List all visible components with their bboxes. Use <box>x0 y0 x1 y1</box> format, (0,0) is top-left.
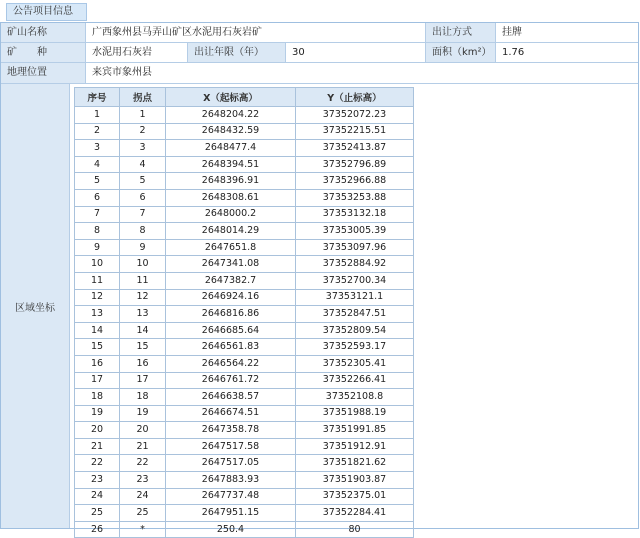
cell-x: 2648396.91 <box>166 173 296 190</box>
mine-name-value: 广西象州县马弄山矿区水泥用石灰岩矿 <box>86 23 426 43</box>
cell-x: 2647651.8 <box>166 239 296 256</box>
cell-index: 14 <box>75 322 120 339</box>
cell-x: 2648477.4 <box>166 140 296 157</box>
table-row <box>75 289 414 306</box>
header-y: Y（止标高） <box>296 88 414 107</box>
table-row <box>75 455 414 472</box>
table-row <box>75 438 414 455</box>
table-header-row <box>75 88 414 107</box>
coordinates-table-body <box>75 107 414 538</box>
cell-index: 23 <box>75 472 120 489</box>
cell-y: 37352884.92 <box>296 256 414 273</box>
table-row <box>75 107 414 124</box>
table-row <box>75 389 414 406</box>
cell-corner-point: 23 <box>120 472 166 489</box>
cell-x: 2646685.64 <box>166 322 296 339</box>
cell-corner-point: 9 <box>120 239 166 256</box>
cell-x: 2648394.51 <box>166 156 296 173</box>
cell-x: 2647883.93 <box>166 472 296 489</box>
cell-corner-point: 11 <box>120 272 166 289</box>
cell-corner-point: 3 <box>120 140 166 157</box>
mineral-type-value: 水泥用石灰岩 <box>86 43 188 63</box>
cell-y: 37352215.51 <box>296 123 414 140</box>
cell-corner-point: 8 <box>120 223 166 240</box>
cell-y: 37353005.39 <box>296 223 414 240</box>
cell-y: 37352266.41 <box>296 372 414 389</box>
cell-x: 2646674.51 <box>166 405 296 422</box>
cell-y: 37351991.85 <box>296 422 414 439</box>
cell-index: 4 <box>75 156 120 173</box>
cell-x: 2646924.16 <box>166 289 296 306</box>
cell-x: 2646564.22 <box>166 355 296 372</box>
mineral-type-label: 矿 种 <box>1 43 86 63</box>
cell-y: 37352593.17 <box>296 339 414 356</box>
cell-y: 37352375.01 <box>296 488 414 505</box>
table-row <box>75 505 414 522</box>
table-row <box>75 173 414 190</box>
cell-index: 8 <box>75 223 120 240</box>
cell-x: 2647737.48 <box>166 488 296 505</box>
cell-corner-point: 21 <box>120 438 166 455</box>
area-label: 面积（km²） <box>426 43 496 63</box>
table-row <box>75 239 414 256</box>
cell-x: 2648432.59 <box>166 123 296 140</box>
cell-index: 1 <box>75 107 120 124</box>
cell-corner-point: 7 <box>120 206 166 223</box>
cell-index: 26 <box>75 521 120 538</box>
table-row <box>75 339 414 356</box>
cell-y: 37352108.8 <box>296 389 414 406</box>
tab-announcement-info[interactable]: 公告项目信息 <box>6 3 87 21</box>
table-row <box>75 306 414 323</box>
table-row <box>75 223 414 240</box>
table-row <box>75 322 414 339</box>
location-label: 地理位置 <box>1 63 86 84</box>
cell-index: 22 <box>75 455 120 472</box>
area-coordinates-label: 区域坐标 <box>1 84 70 528</box>
cell-x: 2647951.15 <box>166 505 296 522</box>
cell-corner-point: 16 <box>120 355 166 372</box>
project-info-panel <box>0 22 639 535</box>
cell-index: 21 <box>75 438 120 455</box>
cell-index: 13 <box>75 306 120 323</box>
mine-name-label: 矿山名称 <box>1 23 86 43</box>
cell-index: 15 <box>75 339 120 356</box>
cell-corner-point: 14 <box>120 322 166 339</box>
coordinates-table <box>74 87 414 538</box>
header-corner-point: 拐点 <box>120 88 166 107</box>
cell-corner-point: 18 <box>120 389 166 406</box>
cell-y: 37352305.41 <box>296 355 414 372</box>
cell-x: 250.4 <box>166 521 296 538</box>
cell-corner-point: 22 <box>120 455 166 472</box>
cell-x: 2647341.08 <box>166 256 296 273</box>
cell-x: 2646816.86 <box>166 306 296 323</box>
cell-index: 5 <box>75 173 120 190</box>
cell-x: 2646761.72 <box>166 372 296 389</box>
cell-y: 37352796.89 <box>296 156 414 173</box>
cell-y: 37352809.54 <box>296 322 414 339</box>
cell-y: 37353253.88 <box>296 189 414 206</box>
table-row <box>75 422 414 439</box>
table-row <box>75 405 414 422</box>
area-value: 1.76 <box>496 43 638 63</box>
cell-y: 37351903.87 <box>296 472 414 489</box>
cell-index: 10 <box>75 256 120 273</box>
cell-x: 2648000.2 <box>166 206 296 223</box>
cell-y: 37353121.1 <box>296 289 414 306</box>
transfer-years-value: 30 <box>286 43 426 63</box>
cell-y: 37352966.88 <box>296 173 414 190</box>
cell-corner-point: 2 <box>120 123 166 140</box>
cell-x: 2647382.7 <box>166 272 296 289</box>
cell-index: 19 <box>75 405 120 422</box>
cell-corner-point: 19 <box>120 405 166 422</box>
cell-x: 2648308.61 <box>166 189 296 206</box>
cell-index: 7 <box>75 206 120 223</box>
transfer-years-label: 出让年限（年） <box>188 43 286 63</box>
cell-index: 2 <box>75 123 120 140</box>
cell-y: 37352413.87 <box>296 140 414 157</box>
cell-index: 25 <box>75 505 120 522</box>
cell-corner-point: 10 <box>120 256 166 273</box>
cell-index: 16 <box>75 355 120 372</box>
cell-x: 2647517.58 <box>166 438 296 455</box>
cell-index: 17 <box>75 372 120 389</box>
table-row <box>75 140 414 157</box>
cell-corner-point: 17 <box>120 372 166 389</box>
cell-x: 2647358.78 <box>166 422 296 439</box>
header-index: 序号 <box>75 88 120 107</box>
table-row <box>75 189 414 206</box>
cell-index: 24 <box>75 488 120 505</box>
cell-corner-point: 24 <box>120 488 166 505</box>
cell-index: 18 <box>75 389 120 406</box>
cell-corner-point: 20 <box>120 422 166 439</box>
cell-x: 2648204.22 <box>166 107 296 124</box>
cell-corner-point: 13 <box>120 306 166 323</box>
location-value: 来宾市象州县 <box>86 63 638 84</box>
cell-index: 12 <box>75 289 120 306</box>
table-row <box>75 156 414 173</box>
cell-corner-point: 4 <box>120 156 166 173</box>
cell-y: 37351821.62 <box>296 455 414 472</box>
table-row <box>75 488 414 505</box>
cell-index: 3 <box>75 140 120 157</box>
cell-x: 2647517.05 <box>166 455 296 472</box>
cell-y: 37353132.18 <box>296 206 414 223</box>
table-row <box>75 472 414 489</box>
cell-corner-point: 12 <box>120 289 166 306</box>
header-x: X（起标高） <box>166 88 296 107</box>
cell-y: 37352847.51 <box>296 306 414 323</box>
cell-index: 9 <box>75 239 120 256</box>
cell-y: 37353097.96 <box>296 239 414 256</box>
cell-corner-point: 6 <box>120 189 166 206</box>
cell-index: 20 <box>75 422 120 439</box>
cell-y: 37351988.19 <box>296 405 414 422</box>
coordinates-area <box>70 84 638 535</box>
cell-y: 37352700.34 <box>296 272 414 289</box>
cell-y: 37352284.41 <box>296 505 414 522</box>
cell-y: 80 <box>296 521 414 538</box>
cell-corner-point: 25 <box>120 505 166 522</box>
cell-y: 37352072.23 <box>296 107 414 124</box>
cell-index: 6 <box>75 189 120 206</box>
cell-corner-point: * <box>120 521 166 538</box>
table-row <box>75 206 414 223</box>
table-row <box>75 372 414 389</box>
cell-x: 2648014.29 <box>166 223 296 240</box>
table-row <box>75 272 414 289</box>
table-row <box>75 123 414 140</box>
transfer-method-label: 出让方式 <box>426 23 496 43</box>
cell-corner-point: 5 <box>120 173 166 190</box>
table-row <box>75 355 414 372</box>
cell-index: 11 <box>75 272 120 289</box>
cell-x: 2646638.57 <box>166 389 296 406</box>
transfer-method-value: 挂牌 <box>496 23 638 43</box>
cell-x: 2646561.83 <box>166 339 296 356</box>
cell-corner-point: 15 <box>120 339 166 356</box>
cell-corner-point: 1 <box>120 107 166 124</box>
cell-y: 37351912.91 <box>296 438 414 455</box>
table-row <box>75 256 414 273</box>
